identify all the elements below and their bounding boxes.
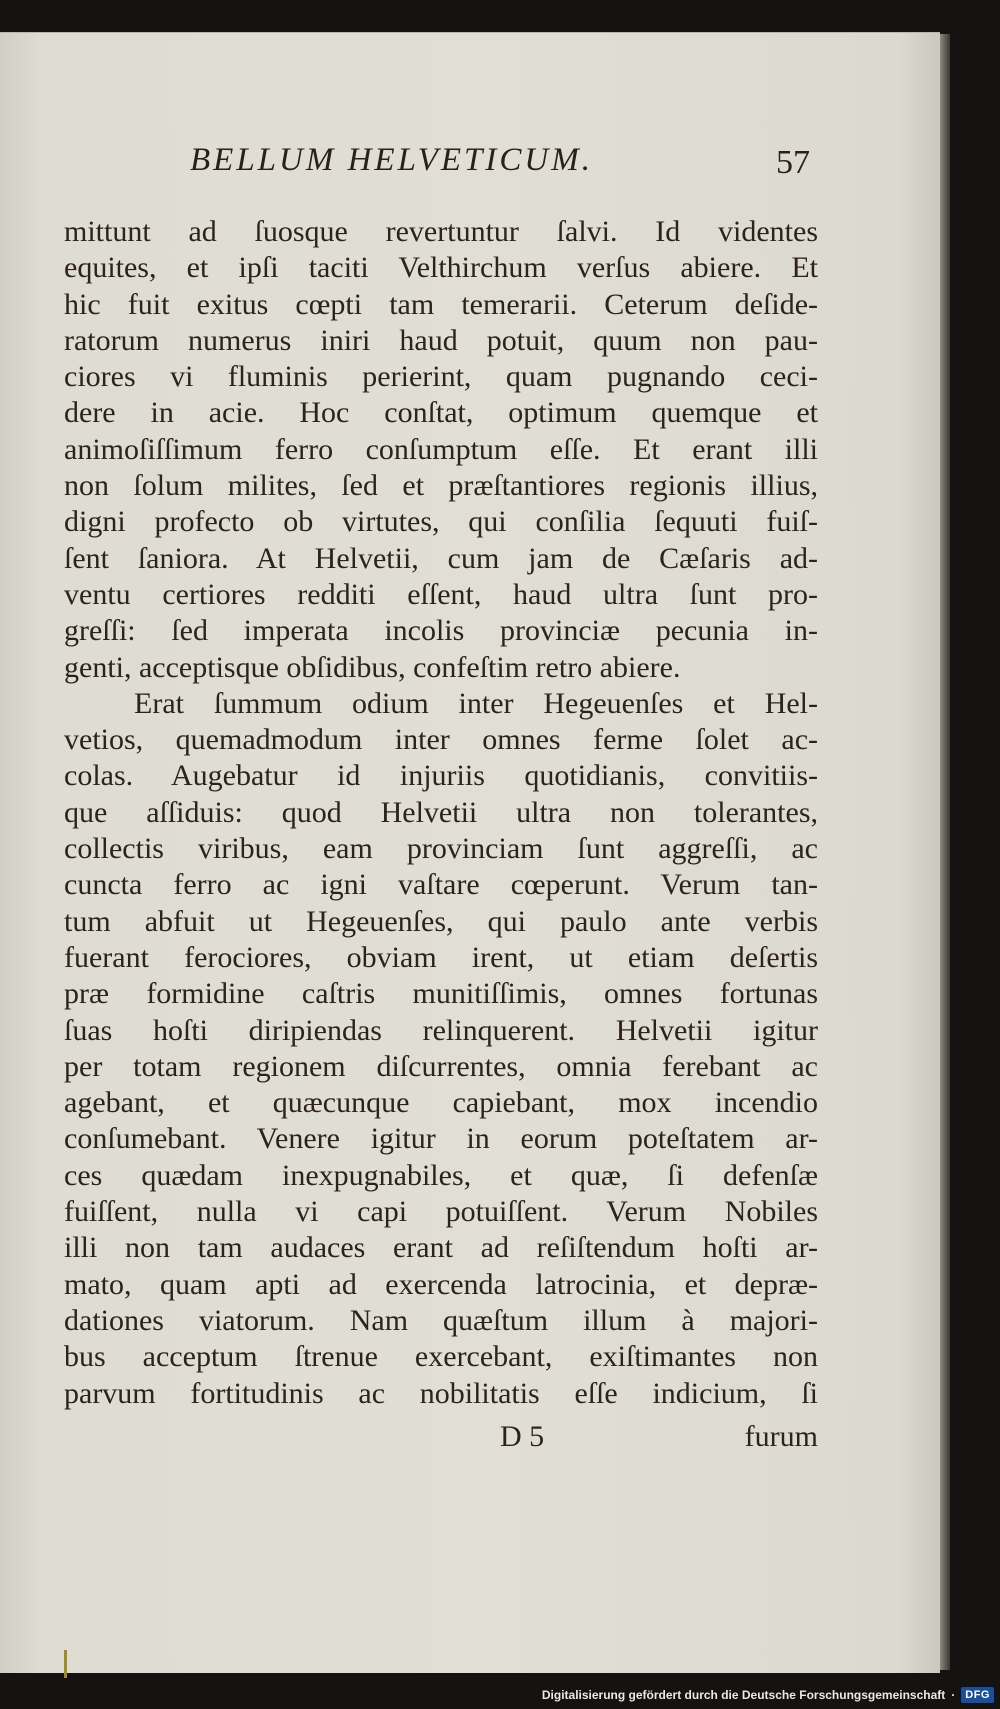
text-line: genti, acceptisque obſidibus, confeſtim retro abiere. — [64, 650, 681, 684]
page-footer — [64, 1420, 818, 1460]
text-line: mato, quam apti ad exercenda latrocinia, et depræ- — [64, 1267, 818, 1301]
text-line: cuncta ferro ac igni vaſtare cœperunt. Verum tan- — [64, 868, 818, 902]
text-line: ſent ſaniora. At Helvetii, cum jam de Cæſaris ad- — [64, 541, 818, 575]
text-line: bus acceptum ſtrenue exercebant, exiſtimantes non — [64, 1340, 818, 1374]
text-line: animoſiſſimum ferro conſumptum eſſe. Et erant illi — [64, 432, 818, 466]
text-line: que aſſiduis: quod Helvetii ultra non tolerantes, — [64, 795, 818, 829]
text-line: præ formidine caſtris munitiſſimis, omnes fortunas — [64, 977, 818, 1011]
text-line: per totam regionem diſcurrentes, omnia ferebant ac — [64, 1049, 818, 1083]
text-line: parvum fortitudinis ac nobilitatis eſſe indicium, ſi — [64, 1376, 818, 1410]
text-line: illi non tam audaces erant ad reſiſtendum hoſti ar- — [64, 1231, 818, 1265]
text-line: non ſolum milites, ſed et præſtantiores regionis illius, — [64, 469, 818, 503]
page-number: 57 — [776, 144, 810, 181]
text-line: equites, et ipſi taciti Velthirchum verſus abiere. Et — [64, 251, 818, 285]
dfg-logo: DFG — [961, 1687, 994, 1703]
paragraph-start-line: Erat ſummum odium inter Hegeuenſes et Hel- — [134, 686, 818, 720]
text-line: vetios, quemadmodum inter omnes ferme ſolet ac- — [64, 723, 818, 757]
text-line: tum abfuit ut Hegeuenſes, qui paulo ante verbis — [64, 904, 818, 938]
page-header — [190, 138, 810, 188]
binding-mark — [64, 1650, 67, 1678]
text-line: digni profecto ob virtutes, qui conſilia ſequuti fuiſ- — [64, 505, 818, 539]
text-line: ciores vi fluminis perierint, quam pugnando ceci- — [64, 360, 818, 394]
text-line: dationes viatorum. Nam quæſtum illum à majori- — [64, 1303, 818, 1337]
text-line: agebant, et quæcunque capiebant, mox incendio — [64, 1086, 818, 1120]
signature-mark: D 5 — [500, 1420, 545, 1453]
text-line: ces quædam inexpugnabiles, et quæ, ſi defenſæ — [64, 1158, 818, 1192]
digitization-credit — [542, 1681, 1000, 1709]
text-line: conſumebant. Venere igitur in eorum poteſtatem ar- — [64, 1122, 818, 1156]
text-line: colas. Augebatur id injuriis quotidianis, convitiis- — [64, 759, 818, 793]
text-line: ſuas hoſti diripiendas relinquerent. Helvetii igitur — [64, 1013, 818, 1047]
text-line: mittunt ad ſuosque revertuntur ſalvi. Id videntes — [64, 215, 818, 248]
text-line: greſſi: ſed imperata incolis provinciæ pecunia in- — [64, 614, 818, 648]
text-line: ratorum numerus iniri haud potuit, quum non pau- — [64, 323, 818, 357]
text-line: fuerant ferociores, obviam irent, ut etiam deſertis — [64, 940, 818, 974]
text-line: fuiſſent, nulla vi capi potuiſſent. Verum Nobiles — [64, 1195, 818, 1229]
running-title: BELLUM HELVETICUM. — [190, 142, 593, 178]
text-line: collectis viribus, eam provinciam ſunt aggreſſi, ac — [64, 832, 818, 866]
text-line: hic fuit exitus cœpti tam temerarii. Ceterum deſide- — [64, 287, 818, 321]
credit-text: Digitalisierung gefördert durch die Deutsche Forschungsgemeinschaft — [541, 1688, 946, 1702]
body-text — [64, 214, 818, 1412]
page-edge-shadow — [940, 34, 950, 1670]
text-line: dere in acie. Hoc conſtat, optimum quemque et — [64, 396, 818, 430]
credit-separator: · — [951, 1688, 956, 1702]
text-line: ventu certiores redditi eſſent, haud ultra ſunt pro- — [64, 577, 818, 611]
catchword: furum — [744, 1420, 818, 1453]
